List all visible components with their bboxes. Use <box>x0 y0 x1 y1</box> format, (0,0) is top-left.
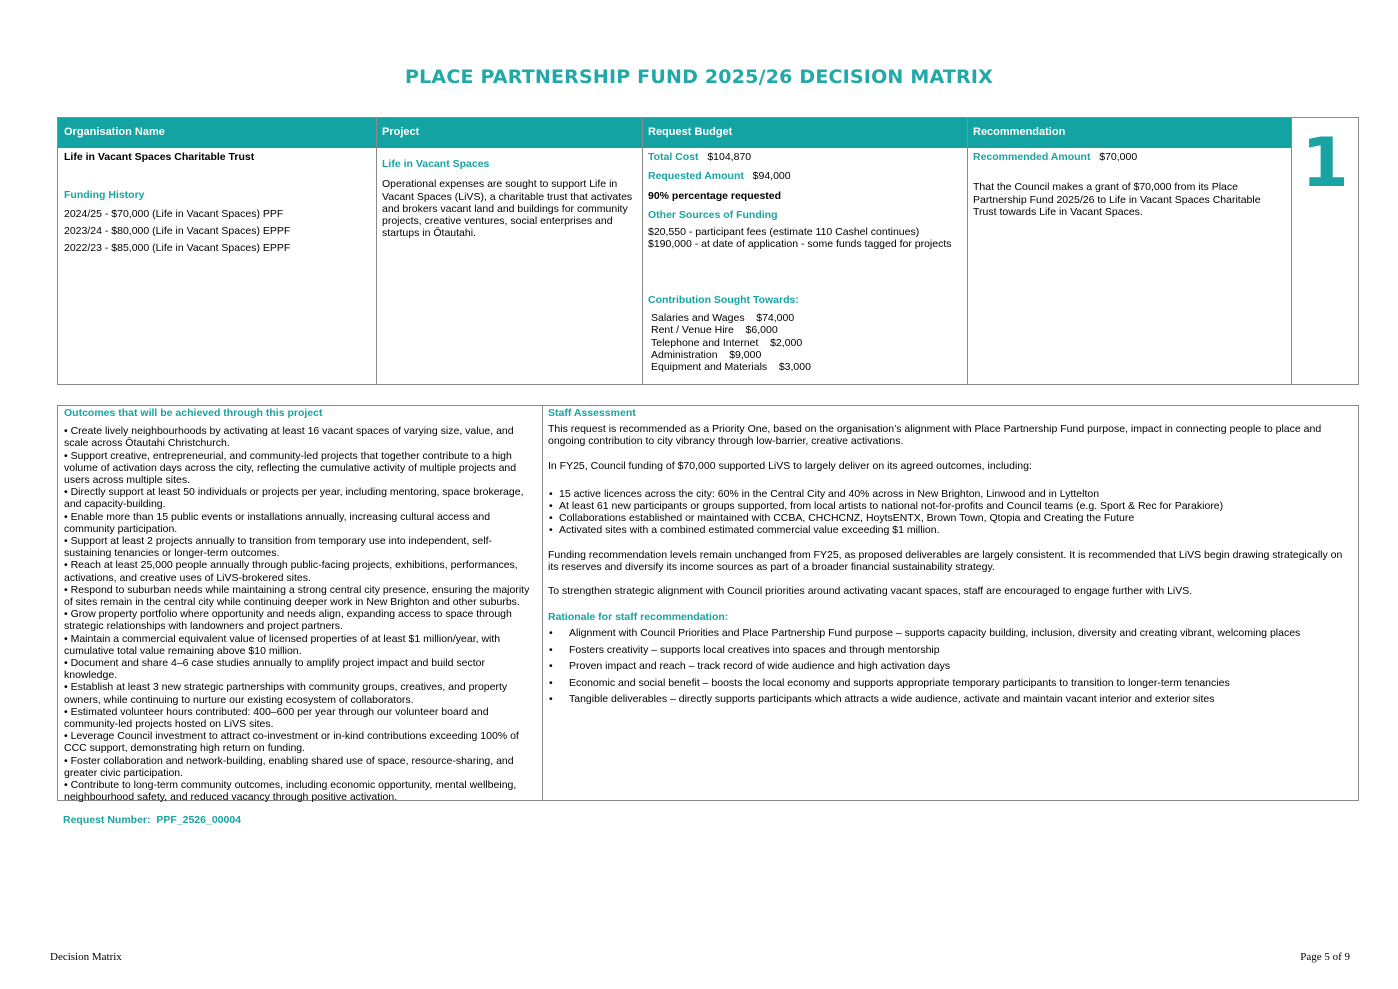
outcome-item: • Foster collaboration and network-building, enabling shared use of space, resource-sharing, and greater civic participation. <box>64 754 514 779</box>
contribution-item: Salaries and Wages $74,000 <box>651 312 795 325</box>
outcome-item: • Enable more than 15 public events or installations annually, increasing cultural access and community participation. <box>64 510 491 535</box>
contribution-list <box>648 312 961 373</box>
project-description: Operational expenses are sought to support Life in Vacant Spaces (LiVS), a charitable trust that activates and brokers vacant land and buildings for community projects, creative ventures, social enterprises and startups in Ōtautahi. <box>382 178 633 240</box>
project-cell <box>376 148 642 384</box>
outcome-item: • Establish at least 3 new strategic partnerships with community groups, creatives, and property owners, while continuing to nurture our existing ecosystem of collaborators. <box>64 681 508 706</box>
staff-assessment-cell <box>542 406 1359 800</box>
organisation-cell <box>58 148 376 384</box>
outcome-item: • Maintain a commercial equivalent value of licensed properties of at least $1 million/year, with cumulative total value remaining above $10 million. <box>64 632 501 657</box>
request-number: Request Number: PPF_2526_00004 <box>63 814 242 826</box>
total-cost-label: Total Cost <box>648 151 699 163</box>
contribution-item: Equipment and Materials $3,000 <box>651 361 811 374</box>
rationale-item: • Tangible deliverables – directly supports participants which attracts a wide audience, activate and maintain vacant interior and exterior sites <box>548 693 1353 705</box>
staff-assessment-heading: Staff Assessment <box>548 407 636 419</box>
outcome-item: • Contribute to long-term community outcomes, including economic opportunity, mental wellbeing, neighbourhood safety, and reduced vacancy through positive activation. <box>64 779 517 804</box>
outcome-item: • Support creative, entrepreneurial, and community-led projects that together contribute to a high volume of activation days across the city, reflecting the cumulative activity of multiple projects and users across multiple sites. <box>64 449 517 487</box>
footer-page-number: Page 5 of 9 <box>1300 951 1350 963</box>
footer-document-name: Decision Matrix <box>50 951 122 963</box>
contribution-item: Administration $9,000 <box>651 348 762 361</box>
rationale-item: • Proven impact and reach – track record of wide audience and high activation days <box>548 660 1353 672</box>
assessment-paragraph: In FY25, Council funding of $70,000 supported LiVS to largely deliver on its agreed outcomes, including: <box>548 459 1032 472</box>
priority-rank: 1 <box>1301 124 1349 203</box>
requested-amount-label: Requested Amount <box>648 170 744 183</box>
outcome-item: • Directly support at least 50 individuals or projects per year, including mentoring, space brokerage, and capacity-building. <box>64 486 524 511</box>
assessment-table <box>57 405 1359 804</box>
contribution-item: Rent / Venue Hire $6,000 <box>651 324 778 337</box>
contribution-item: Telephone and Internet $2,000 <box>651 336 803 349</box>
project-name: Life in Vacant Spaces <box>382 158 490 170</box>
header-organisation: Organisation Name <box>58 118 376 148</box>
outcomes-heading: Outcomes that will be achieved through this project <box>64 407 323 419</box>
page-title: PLACE PARTNERSHIP FUND 2025/26 DECISION MATRIX <box>404 66 993 88</box>
recommended-amount-label: Recommended Amount <box>973 151 1091 163</box>
assessment-paragraph: Funding recommendation levels remain unchanged from FY25, as proposed deliverables are largely consistent. It is recommended that LiVS begin drawing strategically on its reserves and diversify its income sources as part of a broader financial sustainability strategy. <box>548 548 1343 573</box>
assessment-paragraph: This request is recommended as a Priority One, based on the organisation’s alignment with Place Partnership Fund purpose, impact in connecting people to place and ongoing contribution to city vibrancy through low-barrier, creative activations. <box>548 423 1322 448</box>
other-source-item: $190,000 - at date of application - some funds tagged for projects <box>648 238 952 251</box>
contribution-label: Contribution Sought Towards: <box>648 293 799 306</box>
fy25-outcomes-list <box>548 488 1353 537</box>
fy25-outcome-item: • Activated sites with a combined estimated commercial value exceeding $1 million. <box>548 524 1353 536</box>
rationale-list <box>548 627 1353 705</box>
rationale-item: • Fosters creativity – supports local creatives into spaces and through mentorship <box>548 644 1353 656</box>
outcome-item: • Reach at least 25,000 people annually through public-facing projects, exhibitions, performances, activations, and creative uses of LiVS-brokered sites. <box>64 559 518 584</box>
outcomes-list <box>64 425 536 803</box>
rationale-item: • Economic and social benefit – boosts the local economy and supports appropriate temporary participants to transition to longer-term tenancies <box>548 677 1353 689</box>
header-budget: Request Budget <box>642 118 967 148</box>
other-source-item: $20,550 - participant fees (estimate 110 Cashel continues) <box>648 226 920 239</box>
outcome-item: • Document and share 4–6 case studies annually to amplify project impact and build sector knowledge. <box>64 657 485 682</box>
budget-cell <box>642 148 967 384</box>
total-cost-value: $104,870 <box>707 151 752 163</box>
assessment-paragraph: To strengthen strategic alignment with Council priorities around activating vacant spaces, staff are encouraged to engage further with LiVS. <box>548 585 1193 598</box>
header-recommendation: Recommendation <box>967 118 1292 148</box>
outcomes-cell <box>58 406 542 804</box>
outcome-item: • Support at least 2 projects annually to transition from temporary use into independent, self-sustaining tenancies or longer-term outcomes. <box>64 535 492 560</box>
other-sources-label: Other Sources of Funding <box>648 208 778 221</box>
outcome-item: • Respond to suburban needs while maintaining a strong central city presence, ensuring the majority of sites remain in the central city while continuing deeper work in New Brighton and other suburbs. <box>64 583 530 609</box>
organisation-name: Life in Vacant Spaces Charitable Trust <box>64 151 255 163</box>
header-project: Project <box>376 118 642 148</box>
requested-amount-value: $94,000 <box>752 170 791 183</box>
funding-history-label: Funding History <box>64 189 145 202</box>
fy25-outcome-item: • Collaborations established or maintained with CCBA, CHCHCNZ, HoytsENTX, Brown Town, Qtopia and Creating the Future <box>548 512 1353 524</box>
recommended-amount-value: $70,000 <box>1099 151 1138 163</box>
recommendation-cell <box>967 148 1292 384</box>
percentage-requested: 90% percentage requested <box>648 189 782 202</box>
outcome-item: • Create lively neighbourhoods by activating at least 16 vacant spaces of varying size, value, and scale across Ōtautahi Christchurch. <box>64 425 514 450</box>
outcome-item: • Leverage Council investment to attract co-investment or in-kind contributions exceeding 100% of CCC support, demonstrating high return on funding. <box>64 730 519 755</box>
fy25-outcome-item: • At least 61 new participants or groups supported, from local artists to national not-for-profits and Council teams (e.g. Sport & Rec for Parakiore) <box>548 500 1353 512</box>
funding-history-item: 2022/23 - $85,000 (Life in Vacant Spaces) EPPF <box>64 242 291 255</box>
funding-history-item: 2024/25 - $70,000 (Life in Vacant Spaces) PPF <box>64 207 284 220</box>
fy25-outcome-item: • 15 active licences across the city: 60% in the Central City and 40% across in New Brighton, Linwood and in Lyttelton <box>548 488 1353 500</box>
summary-table <box>57 117 1359 385</box>
recommendation-text: That the Council makes a grant of $70,000 from its Place Partnership Fund 2025/26 to Life in Vacant Spaces Charitable Trust towards Life in Vacant Spaces. <box>973 181 1261 218</box>
rationale-heading: Rationale for staff recommendation: <box>548 611 729 624</box>
funding-history-item: 2023/24 - $80,000 (Life in Vacant Spaces) EPPF <box>64 224 291 237</box>
outcome-item: • Estimated volunteer hours contributed: 400–600 per year through our volunteer board and community-led projects hosted on LiVS sites. <box>64 705 489 731</box>
outcome-item: • Grow property portfolio where opportunity and needs align, expanding access to space through strategic relationships with landowners and project partners. <box>64 608 512 633</box>
rationale-item: • Alignment with Council Priorities and Place Partnership Fund purpose – supports capacity building, inclusion, diversity and creating vibrant, welcoming places <box>548 627 1353 639</box>
